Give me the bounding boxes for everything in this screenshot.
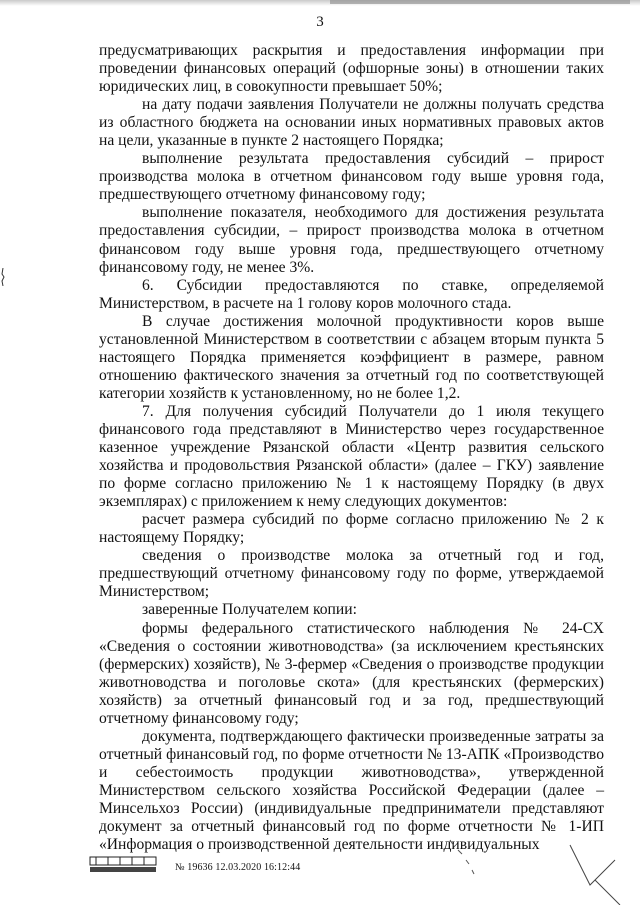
paragraph: 7. Для получения субсидий Получатели до 1 июля текущего финансового года представляют в Министерство через государственное казенное учреждение Рязанской области «Центр развития сельского хозяйства и продовольствия Рязанской области» (далее – ГКУ) заявление по форме согласно приложению № 1 к настоящему Порядку (в двух экземплярах) с приложением к нему следующих документов: <box>99 402 604 511</box>
paragraph: 6. Субсидии предоставляются по ставке, определяемой Министерством, в расчете на 1 голову коров молочного стада. <box>99 276 604 312</box>
paragraph: формы федерального статистического наблюдения № 24-СХ «Сведения о состоянии животноводства» (за исключением крестьянских (фермерских) хозяйств), № 3-фермер «Сведения о производстве продукции животноводства и поголовье скота» (для крестьянских (фермерских) хозяйств) за отчетный финансовый год и за год, предшествующий отчетному финансовому году; <box>99 619 604 727</box>
paragraph: документа, подтверждающего фактически произведенные затраты за отчетный финансовый год, по форме отчетности № 13-АПК «Производство и себестоимость продукции животноводства», утвержденной Министерством сельского хозяйства Российской Федерации (далее – Минсельхоз России) (индивидуальные предприниматели представляют документ за отчетный финансовый год по форме отчетности № 1-ИП «Информация о производственной деятельности индивидуальных <box>99 727 604 854</box>
stray-pen-marks <box>430 830 630 905</box>
paragraph: выполнение показателя, необходимого для достижения результата предоставления субсидии, – прирост производства молока в отчетном финансовом году выше уровня года, предшествующего отчетному финансовому году, не менее 3%. <box>99 204 604 276</box>
paragraph: на дату подачи заявления Получатели не должны получать средства из областного бюджета на основании иных нормативных правовых актов на цели, указанные в пункте 2 настоящего Порядка; <box>99 96 604 150</box>
government-logo-icon <box>88 856 162 874</box>
paragraph: выполнение результата предоставления субсидий – прирост производства молока в отчетном финансовом году выше уровня года, предшествующего отчетному финансовому году; <box>99 150 604 204</box>
paragraph: заверенные Получателем копии: <box>142 601 357 619</box>
page-number: 3 <box>316 14 324 30</box>
paragraph: предусматривающих раскрытия и предоставления информации при проведении финансовых операций (офшорные зоны) в отношении таких юридических лиц, в совокупности превышает 50%; <box>99 42 604 96</box>
paragraph: сведения о производстве молока за отчетный год и год, предшествующий отчетному финансовому году по форме, утверждаемой Министерством; <box>99 547 604 601</box>
paragraph: расчет размера субсидий по форме согласно приложению № 2 к настоящему Порядку; <box>99 511 604 547</box>
margin-mark <box>0 268 6 286</box>
scan-smudge <box>330 0 630 4</box>
registration-stamp: № 19636 12.03.2020 16:12:44 <box>175 862 301 873</box>
body-text <box>99 42 604 854</box>
paragraph: В случае достижения молочной продуктивности коров выше установленной Министерством в соответствии с абзацем вторым пункта 5 настоящего Порядка применяется коэффициент в размере, равном отношению фактического значения за отчетный год по соответствующей категории хозяйств к установленному, но не более 1,2. <box>99 312 604 402</box>
